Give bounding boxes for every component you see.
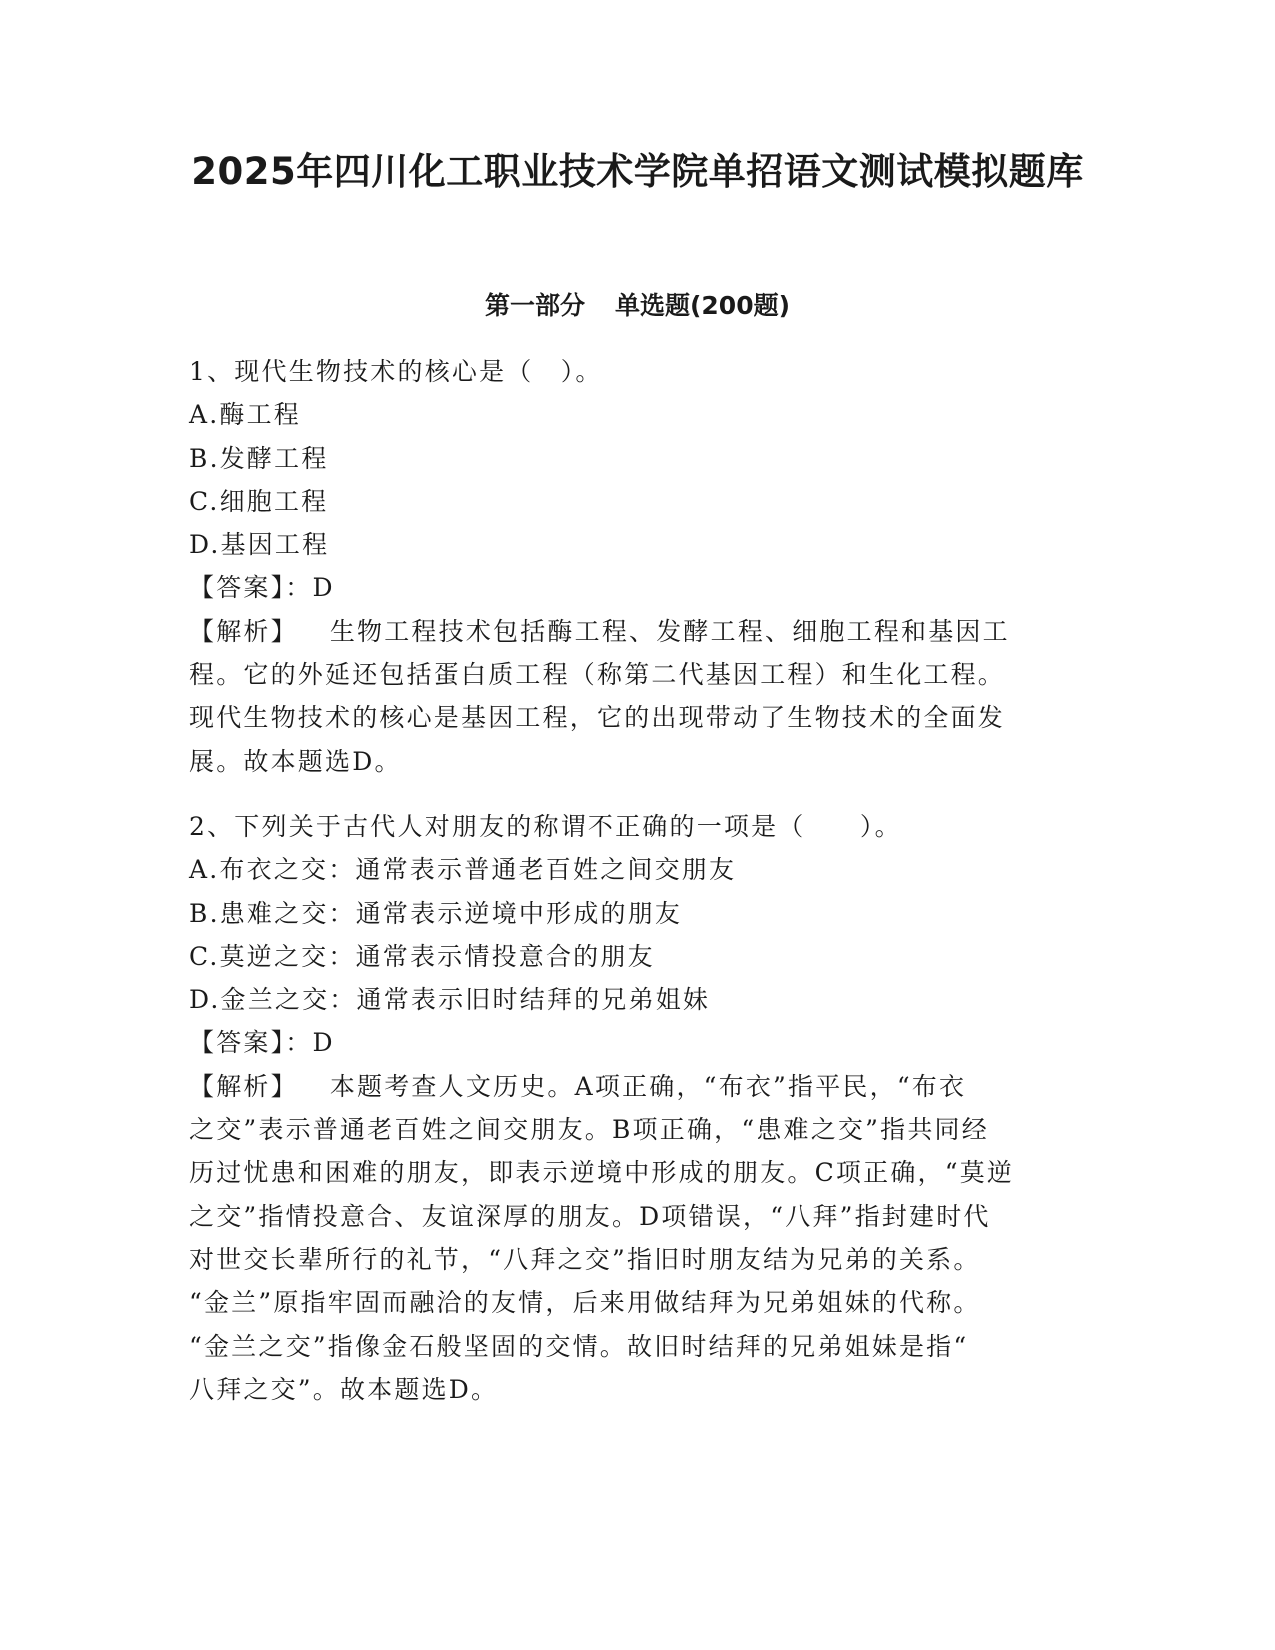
option-c: C.莫逆之交：通常表示情投意合的朋友 (189, 941, 655, 971)
analysis-line: 之交”表示普通老百姓之间交朋友。B项正确，“患难之交”指共同经 (189, 1115, 989, 1145)
analysis-line: 现代生物技术的核心是基因工程，它的出现带动了生物技术的全面发 (189, 703, 1006, 733)
question-stem: 1、现代生物技术的核心是（ ）。 (189, 357, 603, 386)
section-title: 单选题(200题) (614, 291, 791, 320)
analysis-line: “金兰”原指牢固而融洽的友情，后来用做结拜为兄弟姐妹的代称。 (189, 1288, 981, 1318)
section-heading (0, 288, 1275, 324)
analysis-line: 程。它的外延还包括蛋白质工程（称第二代基因工程）和生化工程。 (189, 660, 1006, 690)
document-title: 2025年四川化工职业技术学院单招语文测试模拟题库 (191, 150, 1084, 193)
analysis-line: 八拜之交”。故本题选D。 (189, 1374, 499, 1404)
analysis-line (189, 1065, 1089, 1108)
option-d: D.金兰之交：通常表示旧时结拜的兄弟姐妹 (189, 985, 711, 1015)
option-b: B.发酵工程 (189, 443, 329, 473)
question-stem: 2、下列关于古代人对朋友的称谓不正确的一项是（ ）。 (189, 812, 902, 841)
analysis-text: 本题考查人文历史。A项正确，“布衣”指平民，“布衣 (329, 1071, 967, 1101)
analysis-line: 历过忧患和困难的朋友，即表示逆境中形成的朋友。C项正确，“莫逆 (189, 1158, 1015, 1188)
section-label: 第一部分 (484, 291, 585, 320)
analysis-text: 生物工程技术包括酶工程、发酵工程、细胞工程和基因工 (329, 616, 1010, 646)
option-a: A.酶工程 (189, 400, 302, 430)
question-1 (189, 350, 1089, 783)
analysis-line (189, 610, 1089, 653)
question-2 (189, 805, 1089, 1411)
analysis-line: 之交”指情投意合、友谊深厚的朋友。D项错误，“八拜”指封建时代 (189, 1201, 991, 1231)
analysis-label: 【解析】 (189, 616, 298, 646)
analysis-line: 对世交长辈所行的礼节，“八拜之交”指旧时朋友结为兄弟的关系。 (189, 1244, 981, 1274)
option-d: D.基因工程 (189, 530, 330, 560)
analysis-line: “金兰之交”指像金石般坚固的交情。故旧时结拜的兄弟姐妹是指“ (189, 1331, 969, 1361)
option-a: A.布衣之交：通常表示普通老百姓之间交朋友 (189, 855, 737, 885)
answer-line: 【答案】：D (189, 1028, 335, 1058)
option-c: C.细胞工程 (189, 486, 329, 516)
option-b: B.患难之交：通常表示逆境中形成的朋友 (189, 898, 683, 928)
answer-line: 【答案】：D (189, 573, 335, 603)
analysis-line: 展。故本题选D。 (189, 746, 402, 776)
analysis-label: 【解析】 (189, 1071, 298, 1101)
